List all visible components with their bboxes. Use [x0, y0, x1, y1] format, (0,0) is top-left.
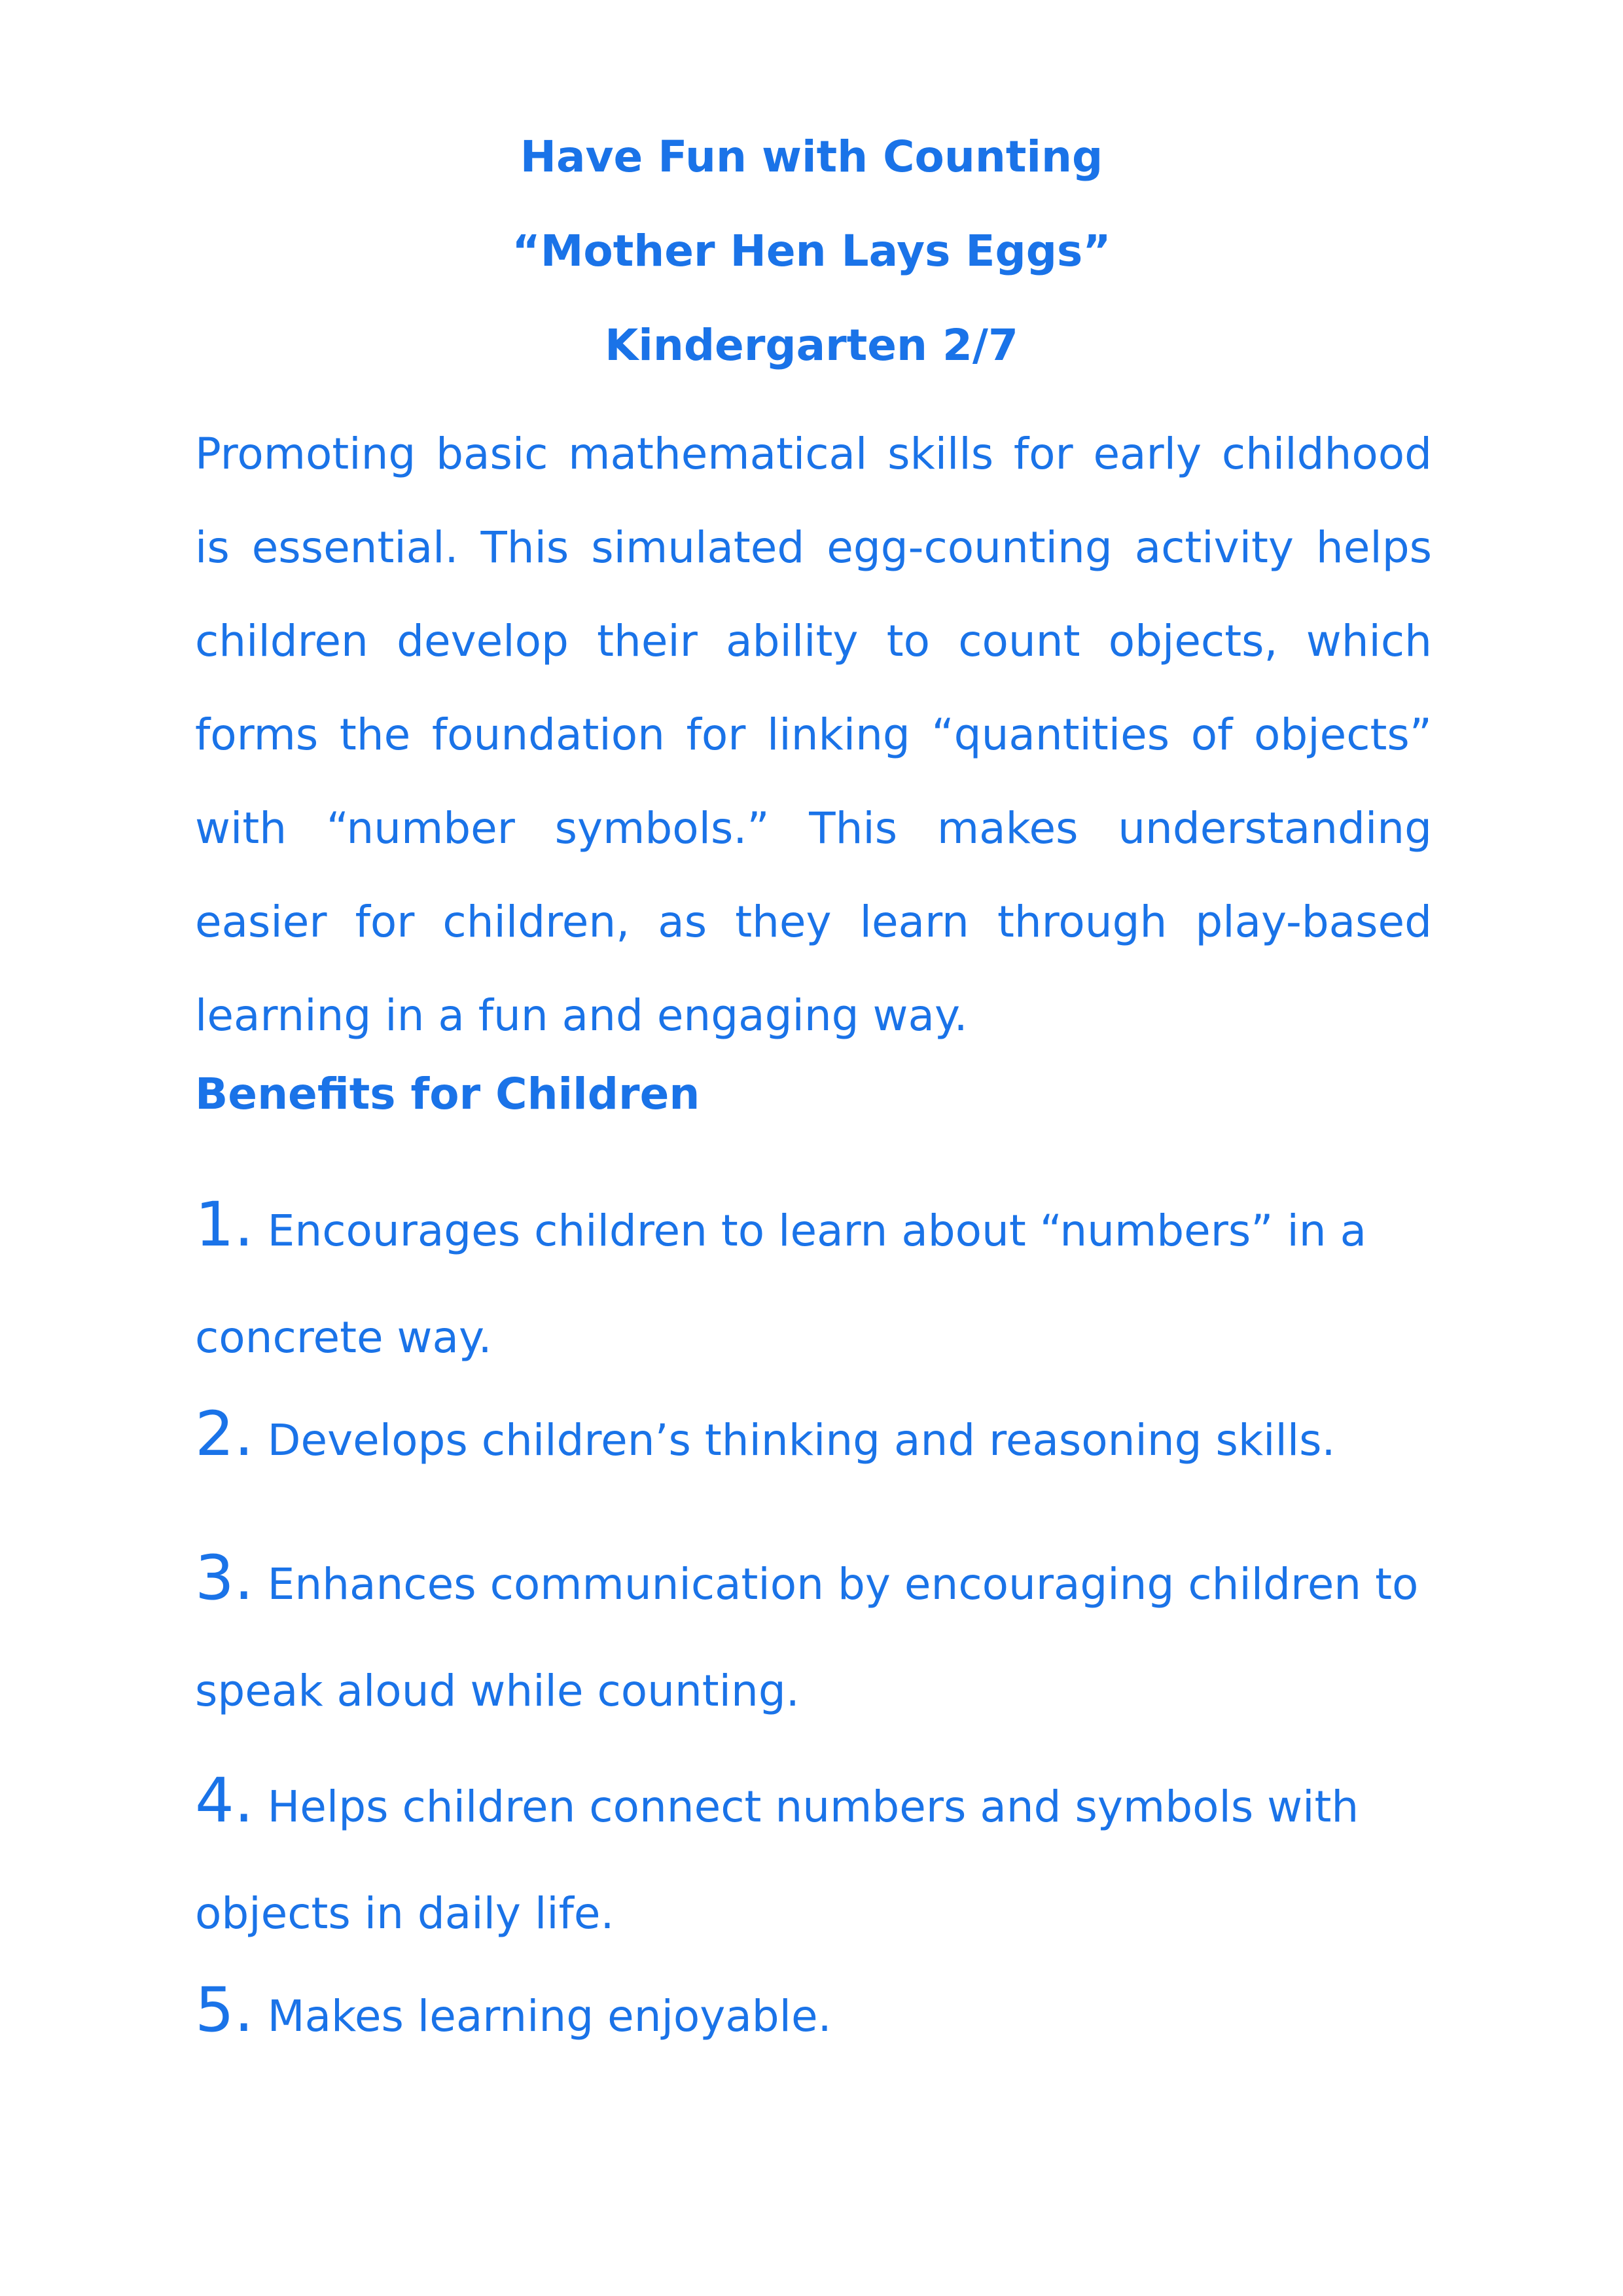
class-label: Kindergarten 2/7: [605, 320, 1018, 370]
activity-name: “Mother Hen Lays Eggs”: [512, 226, 1111, 276]
benefit-number: 4.: [195, 1765, 254, 1837]
benefit-item: [195, 1395, 1432, 1480]
benefit-text: Encourages children to learn about “numbers” in a concrete way.: [195, 1206, 1367, 1363]
benefit-number: 5.: [195, 1975, 254, 2046]
benefit-text: Helps children connect numbers and symbols with objects in daily life.: [195, 1782, 1359, 1939]
benefit-item: [195, 1971, 1432, 2056]
benefit-number: 2.: [195, 1399, 254, 1470]
intro-paragraph: Promoting basic mathematical skills for early childhood is essential. This simulated egg-counting activity helps children develop their ability to count objects, which forms the foundation for linking “quantities of objects” with “number symbols.” This makes understanding easier for children, as they learn through play-based learning in a fun and engaging way.: [195, 429, 1432, 1041]
benefit-text: Develops children’s thinking and reasoning skills.: [267, 1415, 1336, 1465]
benefit-text: Enhances communication by encouraging children to speak aloud while counting.: [195, 1559, 1419, 1716]
benefit-text: Makes learning enjoyable.: [267, 1991, 832, 2041]
benefit-item: [195, 1525, 1432, 1744]
benefits-heading: Benefits for Children: [195, 1069, 700, 1119]
benefit-number: 3.: [195, 1543, 254, 1614]
benefit-item: [195, 1172, 1432, 1391]
benefit-item: [195, 1748, 1432, 1967]
document-title: Have Fun with Counting: [520, 132, 1103, 182]
benefit-number: 1.: [195, 1189, 254, 1261]
